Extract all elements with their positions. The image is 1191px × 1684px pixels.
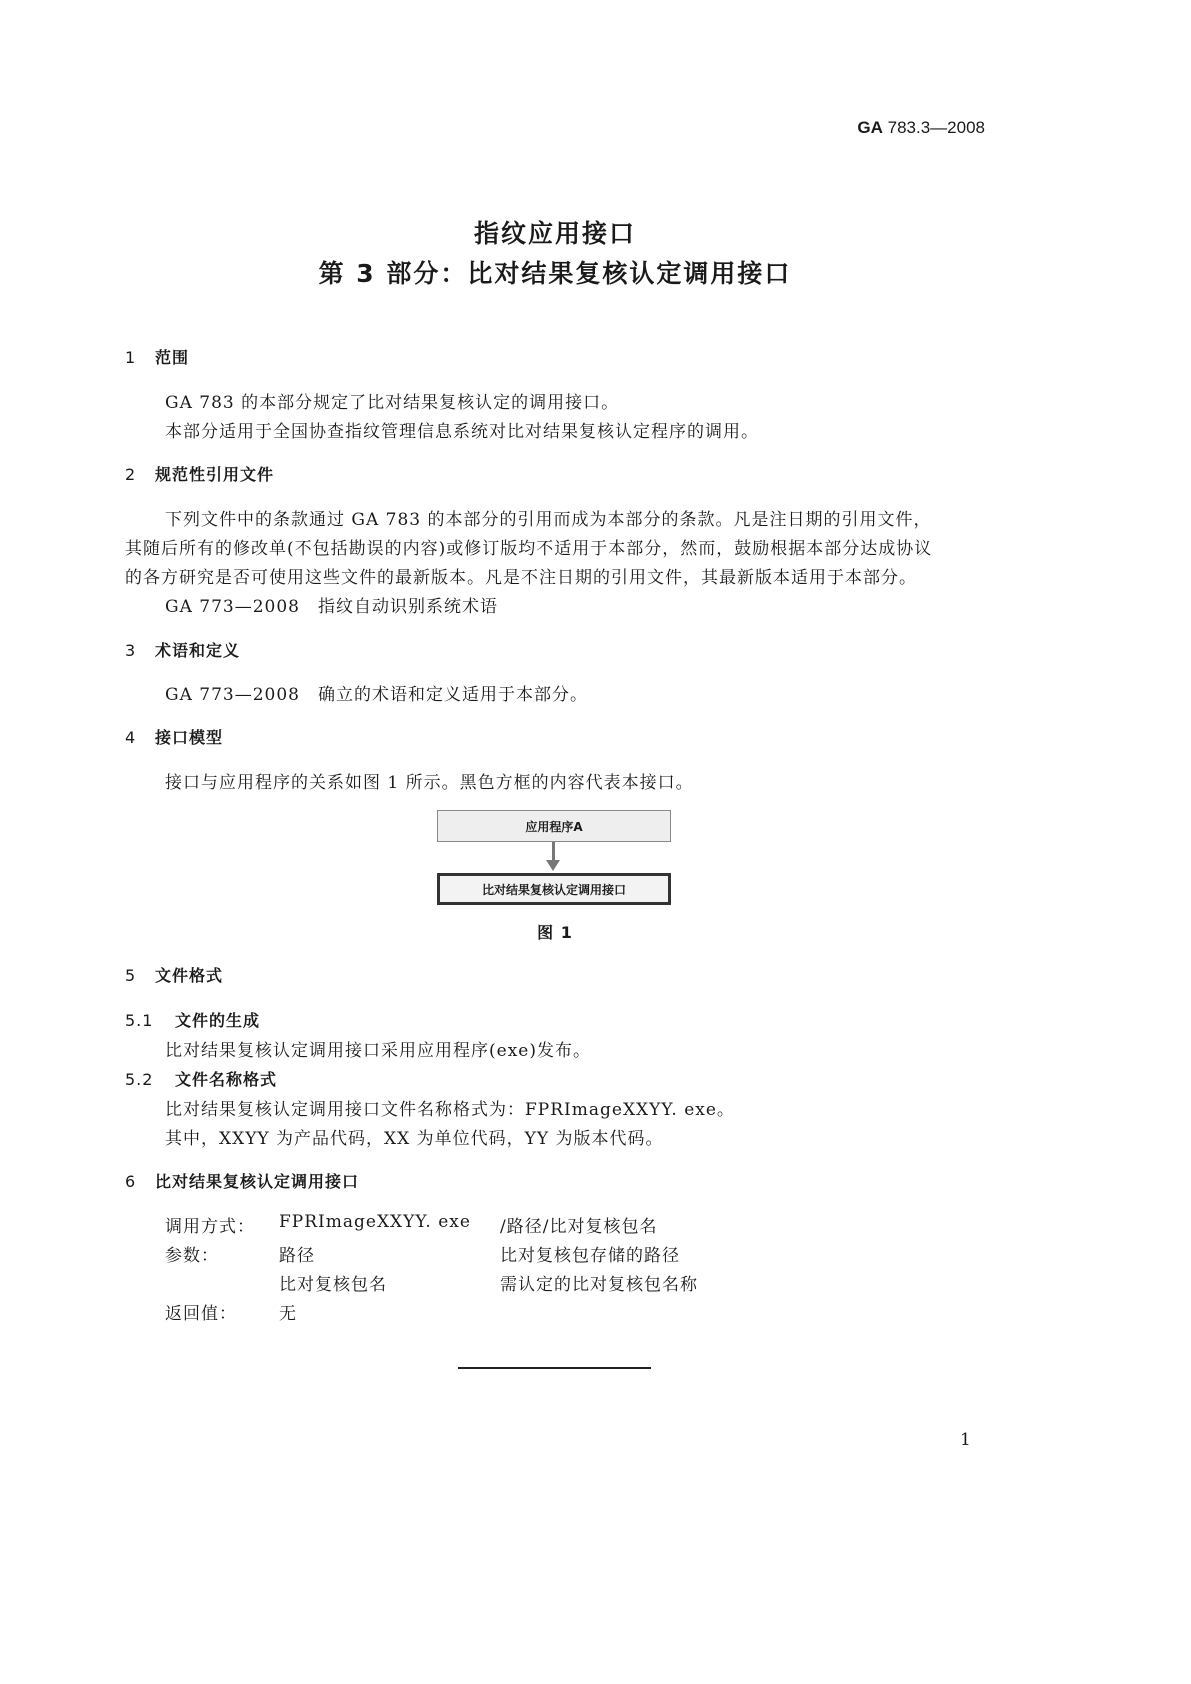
diagram-arrowhead <box>546 860 560 871</box>
paragraph: 比对结果复核认定调用接口文件名称格式为：FPRImageXXYY. exe。 <box>165 1100 735 1120</box>
section-6-heading: 6 比对结果复核认定调用接口 <box>125 1172 360 1191</box>
section-1-heading: 1 范围 <box>125 348 190 367</box>
paragraph: 其中，XXYY 为产品代码，XX 为单位代码，YY 为版本代码。 <box>165 1129 664 1149</box>
standard-code: GA 783.3—2008 <box>857 118 985 137</box>
figure-caption: 图 1 <box>537 923 573 942</box>
doc-subtitle: 第 3 部分：比对结果复核认定调用接口 <box>318 259 792 288</box>
section-5-1-heading: 5.1 文件的生成 <box>125 1011 261 1030</box>
paragraph: 接口与应用程序的关系如图 1 所示。黑色方框的内容代表本接口。 <box>165 773 694 793</box>
paragraph: 本部分适用于全国协查指纹管理信息系统对比对结果复核认定程序的调用。 <box>165 422 759 442</box>
doc-title: 指纹应用接口 <box>473 219 636 248</box>
section-5-2-heading: 5.2 文件名称格式 <box>125 1070 278 1089</box>
paragraph: 下列文件中的条款通过 GA 783 的本部分的引用而成为本部分的条款。凡是注日期的引用文件， <box>165 510 932 530</box>
paragraph: 其随后所有的修改单(不包括勘误的内容)或修订版均不适用于本部分，然而，鼓励根据本部分达成协议 <box>125 539 933 559</box>
section-4-heading: 4 接口模型 <box>125 728 224 747</box>
diagram-box-interface: 比对结果复核认定调用接口 <box>437 873 671 905</box>
paragraph: GA 783 的本部分规定了比对结果复核认定的调用接口。 <box>165 393 620 413</box>
paragraph: 比对结果复核认定调用接口采用应用程序(exe)发布。 <box>165 1041 591 1061</box>
paragraph: 的各方研究是否可使用这些文件的最新版本。凡是不注日期的引用文件，其最新版本适用于本部分。 <box>125 568 917 588</box>
section-2-heading: 2 规范性引用文件 <box>125 465 275 484</box>
section-3-heading: 3 术语和定义 <box>125 641 241 660</box>
page-number: 1 <box>960 1430 972 1450</box>
diagram-box-application: 应用程序A <box>437 810 671 842</box>
reference-item: GA 773—2008 指纹自动识别系统术语 <box>165 597 498 617</box>
end-rule <box>458 1367 651 1369</box>
paragraph: GA 773—2008 确立的术语和定义适用于本部分。 <box>165 685 588 705</box>
diagram-arrow <box>552 842 555 862</box>
section-5-heading: 5 文件格式 <box>125 966 224 985</box>
